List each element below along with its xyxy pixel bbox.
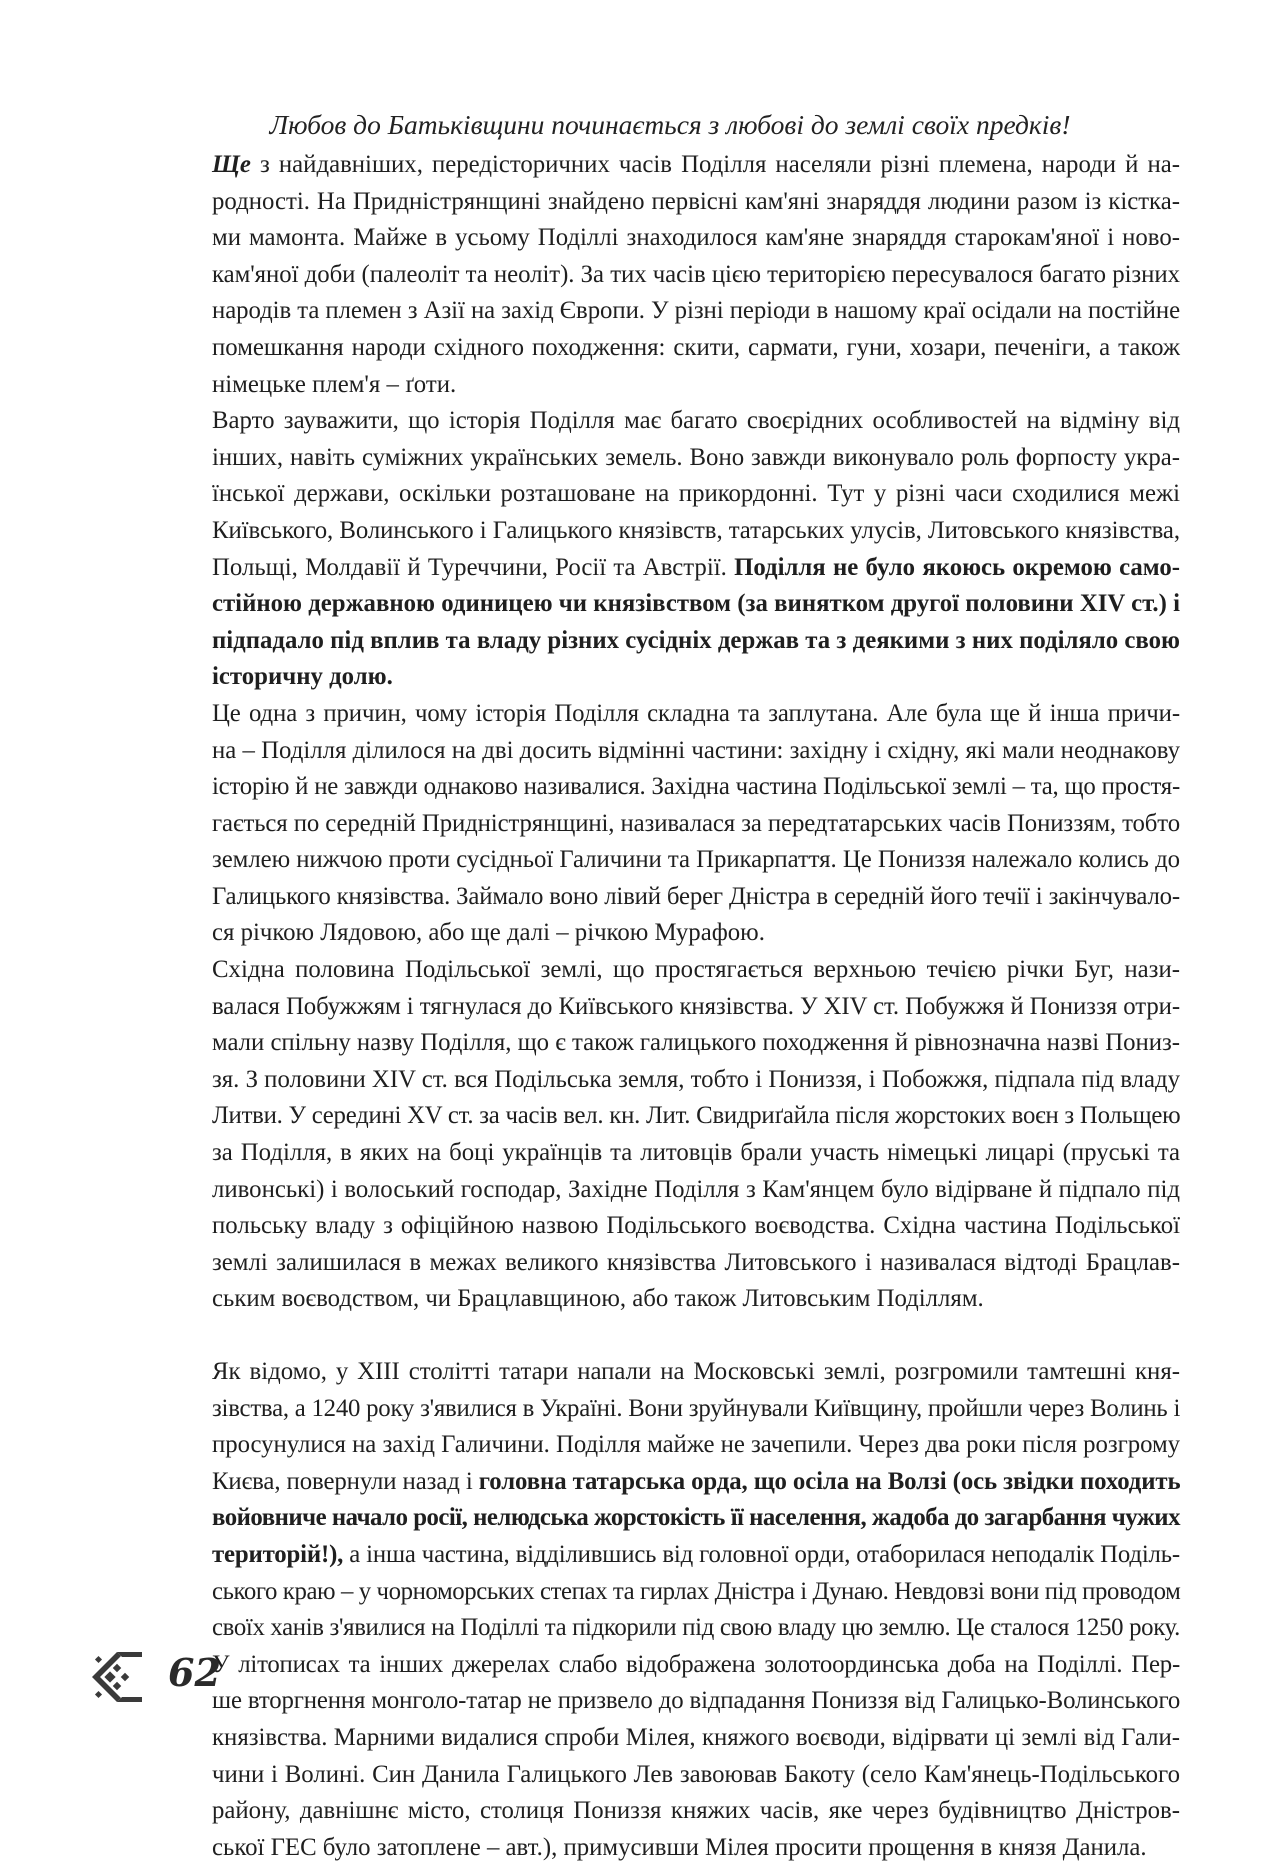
text-line: У літописах та інших джерелах слабо відображена золотоординська доба на Поділлі. Пер- (212, 1650, 1180, 1678)
text-line: гається по середній Придністрянщині, називалася за передтатарських часів Пониззям, тобто (212, 809, 1180, 837)
page-number: 62 (168, 1650, 221, 1695)
text-line: чини і Волині. Син Данила Галицького Лев завоював Бакоту (село Кам'янець-Подільського (212, 1760, 1180, 1788)
text-line: ливонські) і волоський господар, Західне Поділля з Кам'янцем було відірване й підпало під (212, 1175, 1180, 1203)
text-line: історію й не завжди однаково називалися. Західна частина Подільської землі – та, що простя- (212, 773, 1180, 801)
text-line: стійною державною одиницею чи князівством (за винятком другої половини XIV ст.) і (212, 590, 1180, 618)
text-line: територій!), а інша частина, відділившись від головної орди, отаборилася неподалік Поділь- (212, 1540, 1180, 1568)
paragraph-1 (180, 147, 1180, 403)
text-line: зя. З половини XIV ст. вся Подільська земля, тобто і Пониззя, і Побожжя, підпала під владу (212, 1065, 1180, 1093)
text-line: німецьке плем'я – ґоти. (212, 370, 457, 398)
text-line: Ще з найдавніших, передісторичних часів Поділля населяли різні племена, народи й на- (212, 151, 1180, 178)
text-line: Як відомо, у XIII столітті татари напали на Московські землі, розгромили тамтешні кня- (212, 1358, 1180, 1385)
text-line: Галицького князівства. Займало воно лівий берег Дністра в середній його течії і закінчувало- (212, 882, 1180, 910)
text-line: землі залишилася в межах великого князівства Литовського і називалася відтоді Брацлав- (212, 1248, 1180, 1276)
text-line: Варто зауважити, що історія Поділля має багато своєрідних особливостей на відміну від (212, 407, 1180, 435)
text-line: валася Побужжям і тягнулася до Київського князівства. У XIV ст. Побужжя й Пониззя отри- (212, 992, 1180, 1020)
text-line: просунулися на захід Галичини. Поділля майже не зачепили. Через два роки після розгрому (212, 1431, 1180, 1459)
text-line: народів та племен з Азії на захід Європи. У різні періоди в нашому краї осідали на постійне (212, 297, 1181, 325)
text-line: родності. На Придністрянщині знайдено первісні кам'яні знаряддя людини разом із кістка- (212, 187, 1180, 215)
text-line: ським воєводством, чи Брацлавщиною, або також Литовським Поділлям. (212, 1285, 984, 1313)
text-line: Польщі, Молдавії й Туреччини, Росії та Австрії. Поділля не було якоюсь окремою само- (212, 553, 1180, 581)
text-line: підпадало під вплив та владу різних сусідніх держав та з деякими з них поділяло свою (212, 626, 1180, 654)
text-line: на – Поділля ділилося на дві досить відмінні частини: західну і східну, які мали неоднакову (212, 736, 1180, 764)
paragraph-4 (180, 952, 1180, 1318)
text-line: польську владу з офіційною назвою Подільського воєводства. Східна частина Подільської (212, 1212, 1180, 1240)
paragraph-6 (180, 1647, 1180, 1866)
text-line: ської ГЕС було затоплене – авт.), примусивши Мілея просити прощення в князя Данила. (212, 1833, 1147, 1861)
text-line: за Поділля, в яких на боці українців та литовців брали участь німецькі лицарі (пруські та (212, 1139, 1180, 1167)
text-line: інших, навіть суміжних українських земель. Воно завжди виконувало роль форпосту укра- (212, 443, 1180, 471)
text-line: ся річкою Лядовою, або ще далі – річкою Мурафою. (212, 919, 765, 947)
ukrainian-embroidery-ornament-icon (88, 1648, 146, 1706)
text-line: землею нижчою проти сусідньої Галичини та Прикарпаття. Це Пониззя належало колись до (212, 846, 1180, 874)
text-line: кам'яної доби (палеоліт та неоліт). За тих часів цією територією пересувалося багато різних (212, 260, 1180, 288)
text-line: войовниче начало росії, нелюдська жорстокість її населення, жадоба до загарбання чужих (212, 1504, 1180, 1532)
paragraph-3 (180, 696, 1180, 952)
text-line: ми мамонта. Майже в усьому Поділлі знаходилося кам'яне знаряддя старокам'яної і ново- (212, 224, 1180, 252)
paragraph-lead-word: Ще (212, 151, 251, 178)
text-line: району, давнішнє місто, столиця Пониззя княжих часів, яке через будівництво Дністров- (212, 1797, 1180, 1825)
text-line: Це одна з причин, чому історія Поділля складна та заплутана. Але була ще й інша причи- (212, 699, 1180, 727)
text-line: мали спільну назву Поділля, що є також галицького походження й рівнозначна назві Пониз- (212, 1029, 1180, 1057)
epigraph: Любов до Батьківщини починається з любові до землі своїх предків! (269, 109, 1071, 140)
paragraph-5 (180, 1354, 1180, 1647)
body-text (180, 147, 1180, 1866)
text-line: ського краю – у чорноморських степах та гирлах Дністра і Дунаю. Невдовзі вони під проводом (212, 1577, 1181, 1605)
text-line: помешкання народи східного походження: скити, сармати, гуни, хозари, печеніги, а також (212, 333, 1180, 361)
paragraph-2 (180, 403, 1180, 696)
text-line: своїх ханів з'явилися на Поділлі та підкорили під свою владу цю землю. Це сталося 1250 року. (212, 1614, 1180, 1642)
text-line: князівства. Марними видалися спроби Мілея, княжого воєводи, відірвати ці землі від Гали- (212, 1723, 1180, 1751)
text-line: історичну долю. (212, 663, 393, 691)
text-line: зівства, а 1240 року з'явилися в Україні. Вони зруйнували Київщину, пройшли через Волинь і (212, 1394, 1181, 1422)
text-line: Київського, Волинського і Галицького князівств, татарських улусів, Литовського князівства, (212, 516, 1180, 544)
text-line: Східна половина Подільської землі, що простягається верхньою течією річки Буг, нази- (212, 956, 1180, 984)
text-line: їнської держави, оскільки розташоване на прикордонні. Тут у різні часи сходилися межі (212, 480, 1180, 508)
text-line: Києва, повернули назад і головна татарська орда, що осіла на Волзі (ось звідки походить (212, 1467, 1181, 1495)
text-line: Литви. У середині XV ст. за часів вел. кн. Лит. Свидриґайла після жорстоких воєн з Польщею (212, 1102, 1181, 1130)
text-line: ше вторгнення монголо-татар не призвело до відпадання Пониззя від Галицько-Волинського (212, 1687, 1181, 1715)
